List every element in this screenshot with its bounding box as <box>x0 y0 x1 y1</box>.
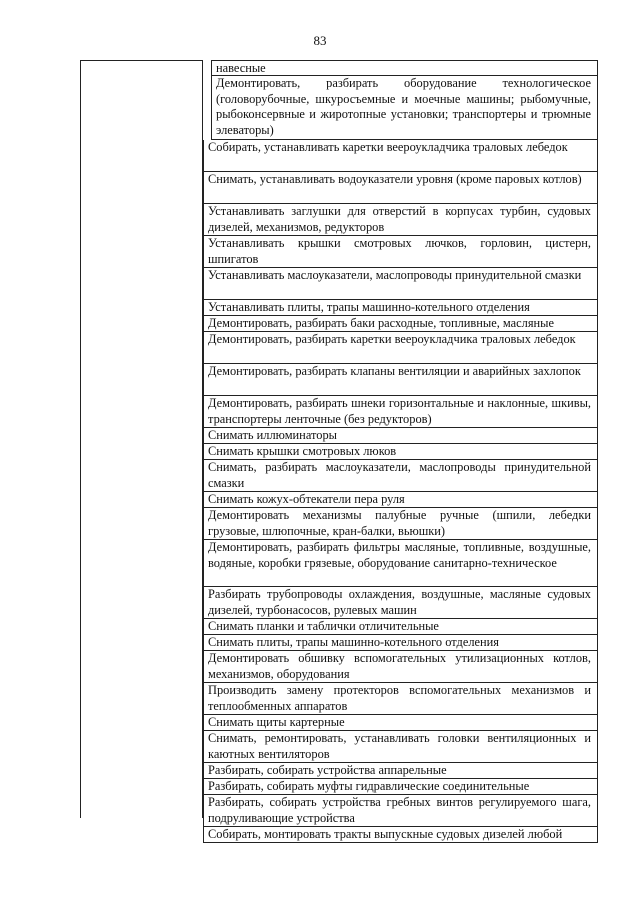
table-row: Разбирать, собирать устройства аппарельные <box>203 763 598 779</box>
table-row: Устанавливать крышки смотровых лючков, горловин, цистерн, шпигатов <box>203 236 598 268</box>
table-row: Демонтировать, разбирать каретки веероукладчика траловых лебедок <box>203 332 598 364</box>
table-row: Собирать, устанавливать каретки веероукладчика траловых лебедок <box>203 140 598 172</box>
table-row: Снимать, ремонтировать, устанавливать головки вентиляционных и каютных вентиляторов <box>203 731 598 763</box>
table-row: Снимать плиты, трапы машинно-котельного отделения <box>203 635 598 651</box>
table-row: Снимать, разбирать маслоуказатели, маслопроводы принудительной смазки <box>203 460 598 492</box>
table-row: Устанавливать маслоуказатели, маслопроводы принудительной смазки <box>203 268 598 300</box>
table-row: Собирать, монтировать тракты выпускные судовых дизелей любой <box>203 827 598 843</box>
table-row: Демонтировать, разбирать баки расходные, топливные, масляные <box>203 316 598 332</box>
table-row: Снимать планки и таблички отличительные <box>203 619 598 635</box>
table-row: Производить замену протекторов вспомогательных механизмов и теплообменных аппаратов <box>203 683 598 715</box>
table-row: Снимать, устанавливать водоуказатели уровня (кроме паровых котлов) <box>203 172 598 204</box>
table-row: Демонтировать обшивку вспомогательных утилизационных котлов, механизмов, оборудования <box>203 651 598 683</box>
table-row: Разбирать трубопроводы охлаждения, воздушные, масляные судовых дизелей, турбонасосов, рулевых машин <box>203 587 598 619</box>
table-row: Демонтировать механизмы палубные ручные (шпили, лебедки грузовые, шлюпочные, кран-балки, вьюшки) <box>203 508 598 540</box>
table-row: Снимать кожух-обтекатели пера руля <box>203 492 598 508</box>
table-row: Разбирать, собирать муфты гидравлические соединительные <box>203 779 598 795</box>
table-row: Демонтировать, разбирать клапаны вентиляции и аварийных захлопок <box>203 364 598 396</box>
left-column <box>80 60 203 818</box>
table-row: Устанавливать заглушки для отверстий в корпусах турбин, судовых дизелей, механизмов, редукторов <box>203 204 598 236</box>
work-table <box>80 60 598 841</box>
table-row: Демонтировать, разбирать шнеки горизонтальные и наклонные, шкивы, транспортеры ленточные (без редукторов) <box>203 396 598 428</box>
table-row: навесные <box>211 60 598 76</box>
page-number: 83 <box>313 33 327 48</box>
table-row: Устанавливать плиты, трапы машинно-котельного отделения <box>203 300 598 316</box>
table-row: Снимать крышки смотровых люков <box>203 444 598 460</box>
table-row: Демонтировать, разбирать фильтры масляные, топливные, воздушные, водяные, коробки грязевые, оборудование санитарно-техническое <box>203 540 598 587</box>
table-row: Снимать иллюминаторы <box>203 428 598 444</box>
table-row: Разбирать, собирать устройства гребных винтов регулируемого шага, подруливающие устройства <box>203 795 598 827</box>
table-row: Снимать щиты картерные <box>203 715 598 731</box>
work-list <box>203 60 598 843</box>
table-row: Демонтировать, разбирать оборудование технологическое (головорубочные, шкуросъемные и моечные машины; рыбомучные, рыбоконсервные и жиротопные установки; транспортеры и трюмные элеваторы) <box>211 76 598 140</box>
